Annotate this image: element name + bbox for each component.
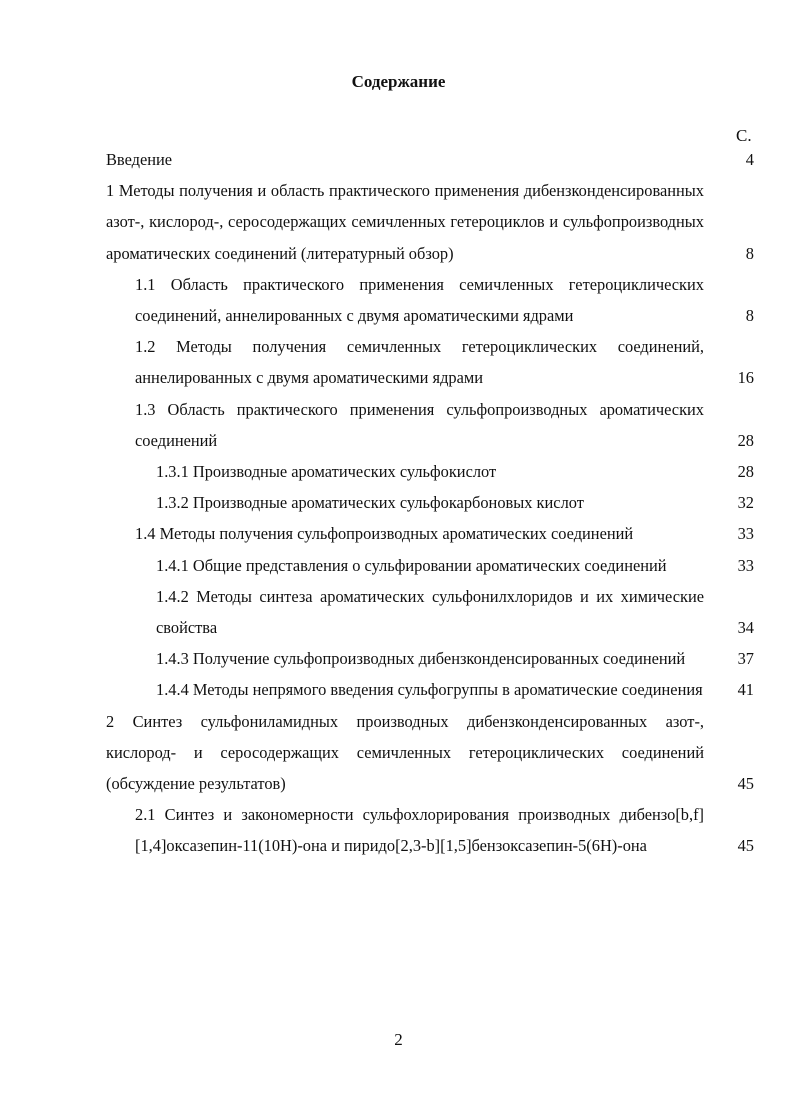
toc-entry-page: 41 <box>737 680 754 700</box>
toc-entry-page: 8 <box>745 243 754 263</box>
toc-entry-page: 45 <box>737 774 754 794</box>
toc-entry-text: 1.4.1 Общие представления о сульфировании ароматических соединений <box>156 555 667 575</box>
toc-entry-page: 32 <box>737 493 754 513</box>
toc-entry <box>156 550 756 581</box>
toc-entry-page: 34 <box>737 618 754 638</box>
toc-entry <box>156 487 756 518</box>
toc-entry <box>156 643 756 674</box>
toc-entry-text: 1.3.1 Производные ароматических сульфокислот <box>156 462 497 482</box>
toc-entry-text: Введение <box>106 150 173 169</box>
toc-entry <box>106 144 756 175</box>
toc-entry-text: 1 Методы получения и область практического применения дибензконденсированных азот-, кислород-, серосодержащих семичленных гетероциклов и сульфопроизводных ароматических соединений (литературный обзор) <box>106 181 704 263</box>
page-title: Содержание <box>351 72 446 91</box>
toc-entry-page: 33 <box>737 524 754 544</box>
toc-entry <box>156 674 756 705</box>
toc-entry <box>106 706 756 800</box>
toc-entry <box>135 518 756 549</box>
toc-entry-page: 4 <box>745 150 754 169</box>
toc-entry-text: 1.4.3 Получение сульфопроизводных дибензконденсированных соединений <box>156 649 686 669</box>
toc-entry-page: 33 <box>737 555 754 575</box>
toc-entry <box>156 456 756 487</box>
toc-entry-page: 16 <box>737 368 754 388</box>
toc-entry-text: 1.4.2 Методы синтеза ароматических сульфонилхлоридов и их химические свойства <box>156 586 704 638</box>
toc-entry-page: 28 <box>737 430 754 450</box>
toc-entry-text: 1.3.2 Производные ароматических сульфокарбоновых кислот <box>156 493 584 513</box>
toc-entry-text: 1.3 Область практического применения сульфопроизводных ароматических соединений <box>135 399 704 450</box>
toc-entry <box>156 581 756 643</box>
table-of-contents <box>106 144 756 862</box>
toc-entry <box>135 331 756 393</box>
toc-entry-text: 1.2 Методы получения семичленных гетероциклических соединений, аннелированных с двумя ароматическими ядрами <box>135 337 704 388</box>
toc-entry-page: 45 <box>737 836 754 856</box>
toc-entry <box>135 394 756 456</box>
toc-entry-text: 2.1 Синтез и закономерности сульфохлорирования производных дибензо[b,f][1,4]оксазепин-11(10H)-она и пиридо[2,3-b][1,5]бензоксазепин-5(6H)-она <box>135 805 704 856</box>
page-number: 2 <box>394 1030 403 1049</box>
toc-entry <box>135 269 756 331</box>
toc-entry-text: 1.1 Область практического применения семичленных гетероциклических соединений, аннелированных с двумя ароматическими ядрами <box>135 274 704 326</box>
toc-entry-page: 28 <box>737 462 754 482</box>
toc-entry <box>106 175 756 269</box>
toc-entry-page: 37 <box>737 649 754 669</box>
toc-entry <box>135 799 756 861</box>
toc-entry-text: 2 Синтез сульфониламидных производных дибензконденсированных азот-, кислород- и серосодержащих семичленных гетероциклических соединений (обсуждение результатов) <box>106 711 704 794</box>
toc-entry-page: 8 <box>745 306 754 326</box>
toc-entry-text: 1.4.4 Методы непрямого введения сульфогруппы в ароматические соединения <box>156 680 703 700</box>
toc-entry-text: 1.4 Методы получения сульфопроизводных ароматических соединений <box>135 524 634 544</box>
page-column-label: С. <box>736 126 752 145</box>
